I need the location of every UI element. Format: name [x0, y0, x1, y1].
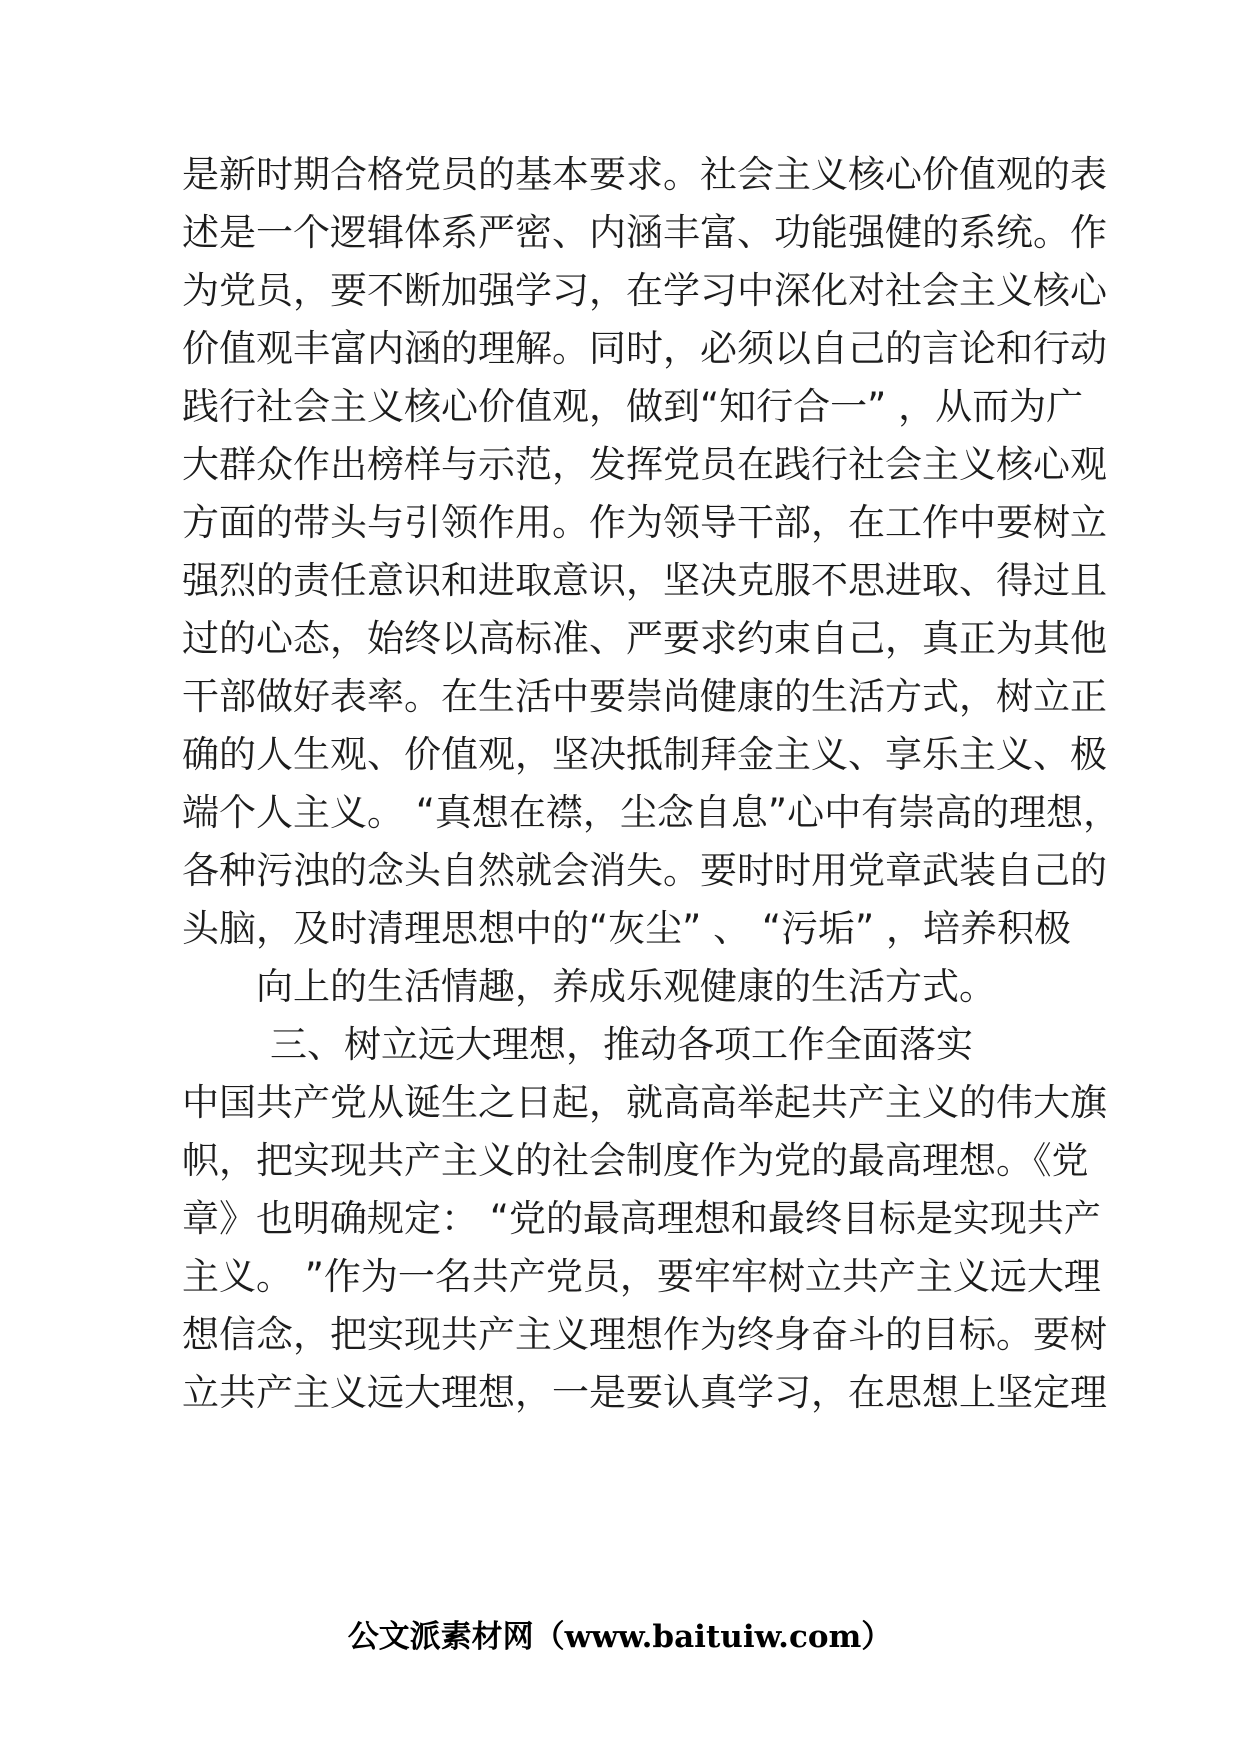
body-line-9: 过的心态，始终以高标准、严要求约束自己，真正为其他 [182, 617, 1107, 660]
body-line-2: 述是一个逻辑体系严密、内涵丰富、功能强健的系统。作 [182, 211, 1107, 254]
body-line-7: 方面的带头与引领作用。作为领导干部，在工作中要树立 [182, 501, 1107, 544]
body-line-5: 践行社会主义核心价值观，做到“知行合一” ，从而为广 [182, 385, 1084, 428]
body-line-6: 大群众作出榜样与示范，发挥党员在践行社会主义核心观 [182, 443, 1107, 486]
body-line-19: 章》也明确规定： “党的最高理想和最终目标是实现共产 [182, 1197, 1101, 1240]
section-heading: 三、树立远大理想，推动各项工作全面落实 [270, 1023, 973, 1066]
body-line-3: 为党员，要不断加强学习，在学习中深化对社会主义核心 [182, 269, 1107, 312]
body-line-1: 是新时期合格党员的基本要求。社会主义核心价值观的表 [182, 153, 1107, 196]
body-line-18: 帜，把实现共产主义的社会制度作为党的最高理想。《党 [182, 1139, 1089, 1182]
footer-watermark: 公文派素材网（www.baituiw.com） [347, 1619, 893, 1655]
body-line-15: 向上的生活情趣，养成乐观健康的生活方式。 [256, 965, 996, 1008]
body-line-11: 确的人生观、价值观，坚决抵制拜金主义、享乐主义、极 [182, 733, 1107, 776]
body-line-10: 干部做好表率。在生活中要崇尚健康的生活方式，树立正 [182, 675, 1107, 718]
body-line-22: 立共产主义远大理想，一是要认真学习，在思想上坚定理 [182, 1371, 1107, 1414]
body-line-17: 中国共产党从诞生之日起，就高高举起共产主义的伟大旗 [182, 1081, 1107, 1124]
body-line-8: 强烈的责任意识和进取意识，坚决克服不思进取、得过且 [182, 559, 1107, 602]
body-line-20: 主义。 ”作为一名共产党员，要牢牢树立共产主义远大理 [182, 1255, 1101, 1298]
body-line-21: 想信念，把实现共产主义理想作为终身奋斗的目标。要树 [182, 1313, 1107, 1356]
body-line-4: 价值观丰富内涵的理解。同时，必须以自己的言论和行动 [182, 327, 1107, 370]
body-line-14: 头脑，及时清理思想中的“灰尘” 、 “污垢” ，培养积极 [182, 907, 1071, 950]
body-line-13: 各种污浊的念头自然就会消失。要时时用党章武装自己的 [182, 849, 1107, 892]
body-line-12: 端个人主义。 “真想在襟，尘念自息”心中有崇高的理想， [182, 791, 1121, 834]
